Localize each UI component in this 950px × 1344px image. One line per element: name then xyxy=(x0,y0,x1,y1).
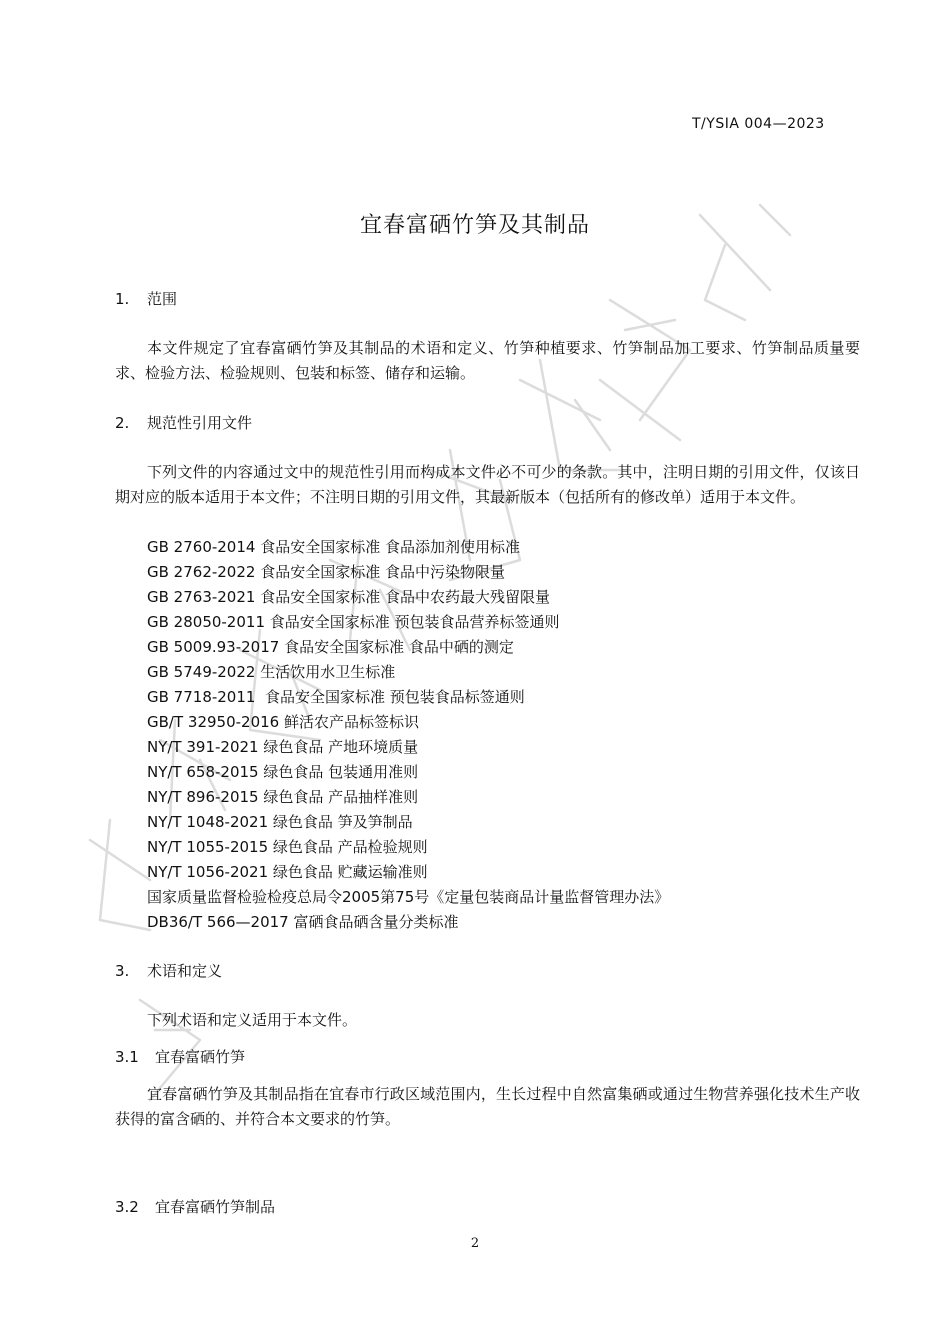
reference-item: NY/T 1056-2021 绿色食品 贮藏运输准则 xyxy=(147,863,428,881)
subsection-number: 3.2 xyxy=(115,1198,139,1216)
reference-item: GB 5009.93-2017 食品安全国家标准 食品中硒的测定 xyxy=(147,638,514,656)
reference-item: 国家质量监督检验检疫总局令2005第75号《定量包装商品计量监督管理办法》 xyxy=(147,888,670,906)
reference-item: GB 7718-2011 食品安全国家标准 预包装食品标签通则 xyxy=(147,688,525,706)
section-3-heading xyxy=(115,960,222,981)
normative-references-list xyxy=(147,535,669,935)
section-3-paragraph: 下列术语和定义适用于本文件。 xyxy=(147,1011,358,1029)
subsection-title: 宜春富硒竹笋 xyxy=(155,1048,246,1066)
reference-item: GB 5749-2022 生活饮用水卫生标准 xyxy=(147,663,396,681)
section-title: 范围 xyxy=(147,290,178,308)
subsection-3-2-heading xyxy=(115,1196,275,1217)
reference-item: GB 2760-2014 食品安全国家标准 食品添加剂使用标准 xyxy=(147,538,520,556)
subsection-title: 宜春富硒竹笋制品 xyxy=(155,1198,276,1216)
section-number: 3. xyxy=(115,962,130,980)
reference-item: GB 2762-2022 食品安全国家标准 食品中污染物限量 xyxy=(147,563,505,581)
reference-item: GB 2763-2021 食品安全国家标准 食品中农药最大残留限量 xyxy=(147,588,550,606)
subsection-number: 3.1 xyxy=(115,1048,139,1066)
document-title: 宜春富硒竹笋及其制品 xyxy=(359,213,590,238)
reference-item: GB 28050-2011 食品安全国家标准 预包装食品营养标签通则 xyxy=(147,613,560,631)
section-title: 术语和定义 xyxy=(147,962,223,980)
document-code: T/YSIA 004—2023 xyxy=(692,116,825,132)
section-number: 1. xyxy=(115,290,130,308)
reference-item: NY/T 1048-2021 绿色食品 笋及笋制品 xyxy=(147,813,413,831)
section-title: 规范性引用文件 xyxy=(147,414,253,432)
section-1-paragraph: 本文件规定了宜春富硒竹笋及其制品的术语和定义、竹笋种植要求、竹笋制品加工要求、竹笋制品质量要求、检验方法、检验规则、包装和标签、储存和运输。 xyxy=(115,339,860,382)
section-2-heading xyxy=(115,412,252,433)
reference-item: GB/T 32950-2016 鲜活农产品标签标识 xyxy=(147,713,419,731)
reference-item: NY/T 1055-2015 绿色食品 产品检验规则 xyxy=(147,838,428,856)
section-1-heading xyxy=(115,288,177,309)
section-number: 2. xyxy=(115,414,130,432)
reference-item: DB36/T 566—2017 富硒食品硒含量分类标准 xyxy=(147,913,459,931)
subsection-3-1-paragraph: 宜春富硒竹笋及其制品指在宜春市行政区域范围内，生长过程中自然富集硒或通过生物营养强化技术生产收获得的富含硒的、并符合本文要求的竹笋。 xyxy=(115,1085,860,1128)
reference-item: NY/T 896-2015 绿色食品 产品抽样准则 xyxy=(147,788,419,806)
section-2-paragraph: 下列文件的内容通过文中的规范性引用而构成本文件必不可少的条款。其中，注明日期的引用文件，仅该日期对应的版本适用于本文件；不注明日期的引用文件，其最新版本（包括所有的修改单）适用于本文件。 xyxy=(115,463,860,506)
reference-item: NY/T 391-2021 绿色食品 产地环境质量 xyxy=(147,738,419,756)
reference-item: NY/T 658-2015 绿色食品 包装通用准则 xyxy=(147,763,419,781)
subsection-3-1-heading xyxy=(115,1046,245,1067)
page-number: 2 xyxy=(470,1236,480,1251)
